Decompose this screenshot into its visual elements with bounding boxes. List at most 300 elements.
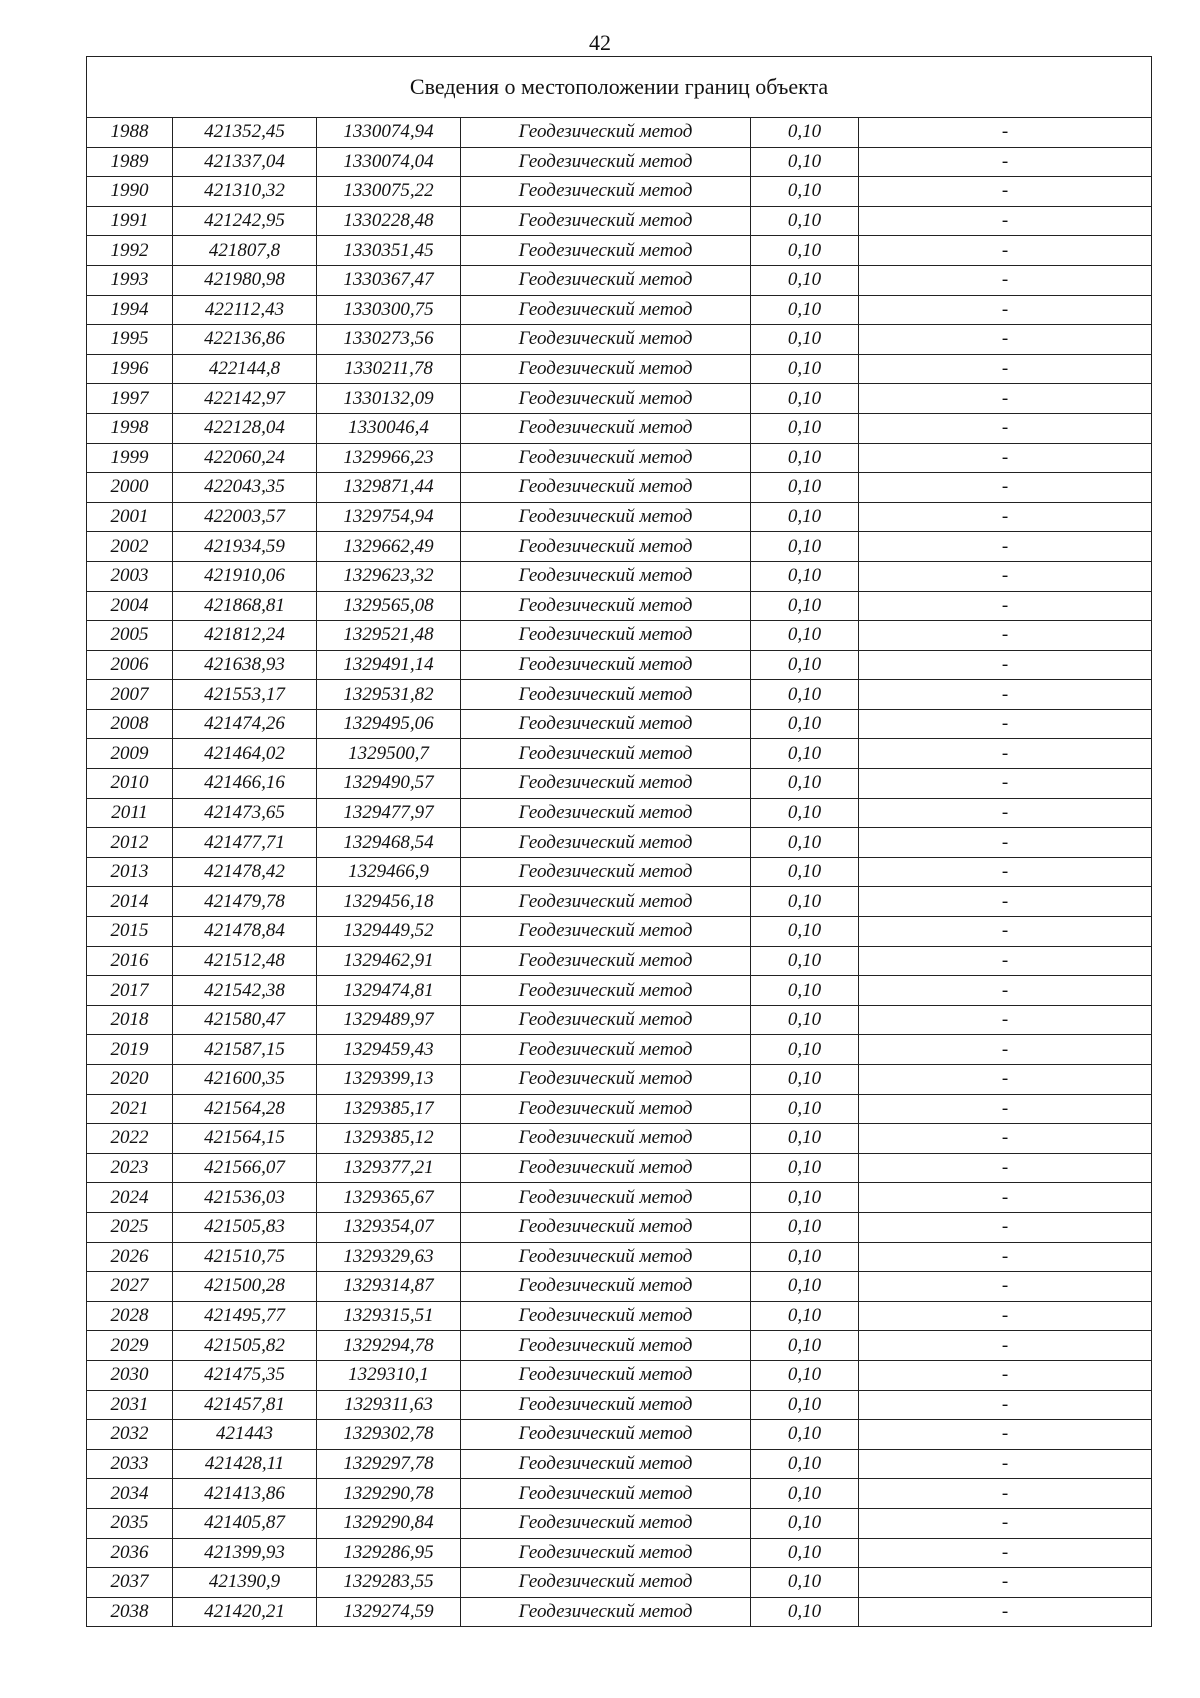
x-coordinate-cell: 421420,21: [173, 1597, 317, 1627]
method-cell: Геодезический метод: [461, 946, 751, 976]
x-coordinate-cell: 421479,78: [173, 887, 317, 917]
table-row: [87, 265, 1152, 295]
accuracy-cell: 0,10: [751, 1420, 859, 1450]
accuracy-cell: 0,10: [751, 502, 859, 532]
x-coordinate-cell: 421600,35: [173, 1065, 317, 1095]
point-number-cell: 2014: [87, 887, 173, 917]
y-coordinate-cell: 1329565,08: [317, 591, 461, 621]
x-coordinate-cell: 421638,93: [173, 650, 317, 680]
table-row: [87, 1242, 1152, 1272]
accuracy-cell: 0,10: [751, 147, 859, 177]
x-coordinate-cell: 421466,16: [173, 769, 317, 799]
accuracy-cell: 0,10: [751, 917, 859, 947]
x-coordinate-cell: 421566,07: [173, 1153, 317, 1183]
point-number-cell: 2018: [87, 1005, 173, 1035]
description-cell: -: [859, 650, 1152, 680]
description-cell: -: [859, 1538, 1152, 1568]
table-row: [87, 709, 1152, 739]
y-coordinate-cell: 1329966,23: [317, 443, 461, 473]
method-cell: Геодезический метод: [461, 147, 751, 177]
table-row: [87, 739, 1152, 769]
point-number-cell: 1996: [87, 354, 173, 384]
point-number-cell: 2005: [87, 621, 173, 651]
table-row: [87, 1183, 1152, 1213]
x-coordinate-cell: 421512,48: [173, 946, 317, 976]
description-cell: -: [859, 384, 1152, 414]
description-cell: -: [859, 561, 1152, 591]
method-cell: Геодезический метод: [461, 443, 751, 473]
description-cell: -: [859, 739, 1152, 769]
y-coordinate-cell: 1329385,12: [317, 1124, 461, 1154]
accuracy-cell: 0,10: [751, 1183, 859, 1213]
method-cell: Геодезический метод: [461, 1272, 751, 1302]
point-number-cell: 1989: [87, 147, 173, 177]
method-cell: Геодезический метод: [461, 1153, 751, 1183]
table-row: [87, 1479, 1152, 1509]
description-cell: -: [859, 473, 1152, 503]
x-coordinate-cell: 421337,04: [173, 147, 317, 177]
y-coordinate-cell: 1329491,14: [317, 650, 461, 680]
description-cell: -: [859, 1094, 1152, 1124]
method-cell: Геодезический метод: [461, 798, 751, 828]
x-coordinate-cell: 421868,81: [173, 591, 317, 621]
accuracy-cell: 0,10: [751, 828, 859, 858]
method-cell: Геодезический метод: [461, 1212, 751, 1242]
method-cell: Геодезический метод: [461, 1035, 751, 1065]
description-cell: -: [859, 147, 1152, 177]
method-cell: Геодезический метод: [461, 591, 751, 621]
accuracy-cell: 0,10: [751, 1153, 859, 1183]
method-cell: Геодезический метод: [461, 709, 751, 739]
method-cell: Геодезический метод: [461, 917, 751, 947]
method-cell: Геодезический метод: [461, 857, 751, 887]
accuracy-cell: 0,10: [751, 1065, 859, 1095]
description-cell: -: [859, 1301, 1152, 1331]
y-coordinate-cell: 1329290,78: [317, 1479, 461, 1509]
point-number-cell: 1998: [87, 413, 173, 443]
point-number-cell: 2011: [87, 798, 173, 828]
accuracy-cell: 0,10: [751, 1005, 859, 1035]
x-coordinate-cell: 421505,82: [173, 1331, 317, 1361]
x-coordinate-cell: 421807,8: [173, 236, 317, 266]
accuracy-cell: 0,10: [751, 739, 859, 769]
method-cell: Геодезический метод: [461, 118, 751, 148]
x-coordinate-cell: 421428,11: [173, 1449, 317, 1479]
description-cell: -: [859, 1183, 1152, 1213]
x-coordinate-cell: 422142,97: [173, 384, 317, 414]
y-coordinate-cell: 1329399,13: [317, 1065, 461, 1095]
description-cell: -: [859, 887, 1152, 917]
method-cell: Геодезический метод: [461, 384, 751, 414]
description-cell: -: [859, 976, 1152, 1006]
table-row: [87, 1124, 1152, 1154]
y-coordinate-cell: 1330300,75: [317, 295, 461, 325]
table-body: [87, 118, 1152, 1627]
y-coordinate-cell: 1329662,49: [317, 532, 461, 562]
table-row: [87, 325, 1152, 355]
point-number-cell: 2022: [87, 1124, 173, 1154]
method-cell: Геодезический метод: [461, 1094, 751, 1124]
table-row: [87, 502, 1152, 532]
point-number-cell: 2008: [87, 709, 173, 739]
accuracy-cell: 0,10: [751, 532, 859, 562]
table-row: [87, 917, 1152, 947]
description-cell: -: [859, 1390, 1152, 1420]
x-coordinate-cell: 421464,02: [173, 739, 317, 769]
method-cell: Геодезический метод: [461, 473, 751, 503]
method-cell: Геодезический метод: [461, 1479, 751, 1509]
description-cell: -: [859, 1065, 1152, 1095]
accuracy-cell: 0,10: [751, 443, 859, 473]
x-coordinate-cell: 421495,77: [173, 1301, 317, 1331]
accuracy-cell: 0,10: [751, 325, 859, 355]
table-row: [87, 591, 1152, 621]
y-coordinate-cell: 1329521,48: [317, 621, 461, 651]
accuracy-cell: 0,10: [751, 118, 859, 148]
x-coordinate-cell: 421553,17: [173, 680, 317, 710]
description-cell: -: [859, 265, 1152, 295]
x-coordinate-cell: 421310,32: [173, 177, 317, 207]
accuracy-cell: 0,10: [751, 621, 859, 651]
method-cell: Геодезический метод: [461, 887, 751, 917]
x-coordinate-cell: 421505,83: [173, 1212, 317, 1242]
x-coordinate-cell: 422128,04: [173, 413, 317, 443]
description-cell: -: [859, 502, 1152, 532]
method-cell: Геодезический метод: [461, 532, 751, 562]
y-coordinate-cell: 1330367,47: [317, 265, 461, 295]
accuracy-cell: 0,10: [751, 561, 859, 591]
accuracy-cell: 0,10: [751, 1597, 859, 1627]
point-number-cell: 2013: [87, 857, 173, 887]
accuracy-cell: 0,10: [751, 236, 859, 266]
point-number-cell: 2030: [87, 1360, 173, 1390]
table-row: [87, 1005, 1152, 1035]
x-coordinate-cell: 421352,45: [173, 118, 317, 148]
description-cell: -: [859, 1272, 1152, 1302]
point-number-cell: 2036: [87, 1538, 173, 1568]
description-cell: -: [859, 1005, 1152, 1035]
point-number-cell: 2006: [87, 650, 173, 680]
description-cell: -: [859, 354, 1152, 384]
x-coordinate-cell: 421542,38: [173, 976, 317, 1006]
description-cell: -: [859, 769, 1152, 799]
point-number-cell: 2024: [87, 1183, 173, 1213]
description-cell: -: [859, 828, 1152, 858]
accuracy-cell: 0,10: [751, 1212, 859, 1242]
accuracy-cell: 0,10: [751, 769, 859, 799]
point-number-cell: 1995: [87, 325, 173, 355]
description-cell: -: [859, 857, 1152, 887]
y-coordinate-cell: 1329490,57: [317, 769, 461, 799]
y-coordinate-cell: 1329754,94: [317, 502, 461, 532]
accuracy-cell: 0,10: [751, 1242, 859, 1272]
y-coordinate-cell: 1330273,56: [317, 325, 461, 355]
accuracy-cell: 0,10: [751, 887, 859, 917]
y-coordinate-cell: 1329302,78: [317, 1420, 461, 1450]
y-coordinate-cell: 1329466,9: [317, 857, 461, 887]
accuracy-cell: 0,10: [751, 857, 859, 887]
method-cell: Геодезический метод: [461, 828, 751, 858]
table-row: [87, 1094, 1152, 1124]
x-coordinate-cell: 421390,9: [173, 1568, 317, 1598]
description-cell: -: [859, 325, 1152, 355]
point-number-cell: 1993: [87, 265, 173, 295]
accuracy-cell: 0,10: [751, 1479, 859, 1509]
table-row: [87, 1153, 1152, 1183]
y-coordinate-cell: 1330228,48: [317, 206, 461, 236]
point-number-cell: 2023: [87, 1153, 173, 1183]
x-coordinate-cell: 421405,87: [173, 1508, 317, 1538]
x-coordinate-cell: 421510,75: [173, 1242, 317, 1272]
description-cell: -: [859, 621, 1152, 651]
x-coordinate-cell: 422003,57: [173, 502, 317, 532]
point-number-cell: 2012: [87, 828, 173, 858]
accuracy-cell: 0,10: [751, 1508, 859, 1538]
description-cell: -: [859, 591, 1152, 621]
description-cell: -: [859, 1508, 1152, 1538]
point-number-cell: 2020: [87, 1065, 173, 1095]
point-number-cell: 2031: [87, 1390, 173, 1420]
x-coordinate-cell: 422136,86: [173, 325, 317, 355]
method-cell: Геодезический метод: [461, 1420, 751, 1450]
point-number-cell: 1988: [87, 118, 173, 148]
method-cell: Геодезический метод: [461, 1005, 751, 1035]
method-cell: Геодезический метод: [461, 295, 751, 325]
table-row: [87, 295, 1152, 325]
point-number-cell: 2004: [87, 591, 173, 621]
table-row: [87, 413, 1152, 443]
y-coordinate-cell: 1329489,97: [317, 1005, 461, 1035]
table-row: [87, 798, 1152, 828]
point-number-cell: 1994: [87, 295, 173, 325]
y-coordinate-cell: 1329274,59: [317, 1597, 461, 1627]
description-cell: -: [859, 118, 1152, 148]
table-row: [87, 1331, 1152, 1361]
table-row: [87, 1449, 1152, 1479]
point-number-cell: 2025: [87, 1212, 173, 1242]
point-number-cell: 2021: [87, 1094, 173, 1124]
y-coordinate-cell: 1329495,06: [317, 709, 461, 739]
x-coordinate-cell: 421536,03: [173, 1183, 317, 1213]
table-row: [87, 1065, 1152, 1095]
table-row: [87, 354, 1152, 384]
table-row: [87, 946, 1152, 976]
y-coordinate-cell: 1329477,97: [317, 798, 461, 828]
description-cell: -: [859, 1449, 1152, 1479]
table-row: [87, 828, 1152, 858]
table-row: [87, 887, 1152, 917]
accuracy-cell: 0,10: [751, 1301, 859, 1331]
table-row: [87, 1568, 1152, 1598]
accuracy-cell: 0,10: [751, 384, 859, 414]
point-number-cell: 2029: [87, 1331, 173, 1361]
description-cell: -: [859, 532, 1152, 562]
method-cell: Геодезический метод: [461, 354, 751, 384]
description-cell: -: [859, 1597, 1152, 1627]
table-row: [87, 1390, 1152, 1420]
table-row: [87, 532, 1152, 562]
point-number-cell: 2002: [87, 532, 173, 562]
method-cell: Геодезический метод: [461, 1390, 751, 1420]
method-cell: Геодезический метод: [461, 206, 751, 236]
y-coordinate-cell: 1329456,18: [317, 887, 461, 917]
point-number-cell: 2010: [87, 769, 173, 799]
accuracy-cell: 0,10: [751, 206, 859, 236]
method-cell: Геодезический метод: [461, 1449, 751, 1479]
method-cell: Геодезический метод: [461, 1124, 751, 1154]
accuracy-cell: 0,10: [751, 354, 859, 384]
point-number-cell: 2001: [87, 502, 173, 532]
y-coordinate-cell: 1329468,54: [317, 828, 461, 858]
point-number-cell: 2027: [87, 1272, 173, 1302]
y-coordinate-cell: 1329354,07: [317, 1212, 461, 1242]
y-coordinate-cell: 1330074,04: [317, 147, 461, 177]
table-row: [87, 1360, 1152, 1390]
point-number-cell: 1992: [87, 236, 173, 266]
table-row: [87, 1272, 1152, 1302]
table-row: [87, 473, 1152, 503]
table-row: [87, 976, 1152, 1006]
x-coordinate-cell: 421564,28: [173, 1094, 317, 1124]
method-cell: Геодезический метод: [461, 650, 751, 680]
x-coordinate-cell: 421457,81: [173, 1390, 317, 1420]
table-row: [87, 680, 1152, 710]
y-coordinate-cell: 1329365,67: [317, 1183, 461, 1213]
point-number-cell: 2015: [87, 917, 173, 947]
method-cell: Геодезический метод: [461, 502, 751, 532]
y-coordinate-cell: 1329500,7: [317, 739, 461, 769]
x-coordinate-cell: 421477,71: [173, 828, 317, 858]
y-coordinate-cell: 1329459,43: [317, 1035, 461, 1065]
y-coordinate-cell: 1330351,45: [317, 236, 461, 266]
accuracy-cell: 0,10: [751, 1094, 859, 1124]
y-coordinate-cell: 1329531,82: [317, 680, 461, 710]
point-number-cell: 2016: [87, 946, 173, 976]
x-coordinate-cell: 421500,28: [173, 1272, 317, 1302]
method-cell: Геодезический метод: [461, 561, 751, 591]
method-cell: Геодезический метод: [461, 1360, 751, 1390]
y-coordinate-cell: 1329311,63: [317, 1390, 461, 1420]
x-coordinate-cell: 421399,93: [173, 1538, 317, 1568]
accuracy-cell: 0,10: [751, 413, 859, 443]
accuracy-cell: 0,10: [751, 1360, 859, 1390]
point-number-cell: 2038: [87, 1597, 173, 1627]
table-row: [87, 1538, 1152, 1568]
method-cell: Геодезический метод: [461, 413, 751, 443]
y-coordinate-cell: 1329871,44: [317, 473, 461, 503]
method-cell: Геодезический метод: [461, 621, 751, 651]
x-coordinate-cell: 421474,26: [173, 709, 317, 739]
table-row: [87, 147, 1152, 177]
accuracy-cell: 0,10: [751, 177, 859, 207]
description-cell: -: [859, 1124, 1152, 1154]
y-coordinate-cell: 1329474,81: [317, 976, 461, 1006]
table-row: [87, 1420, 1152, 1450]
x-coordinate-cell: 421934,59: [173, 532, 317, 562]
boundary-coordinates-table: [86, 56, 1152, 1627]
table-row: [87, 857, 1152, 887]
x-coordinate-cell: 422060,24: [173, 443, 317, 473]
accuracy-cell: 0,10: [751, 1331, 859, 1361]
y-coordinate-cell: 1330074,94: [317, 118, 461, 148]
x-coordinate-cell: 422112,43: [173, 295, 317, 325]
description-cell: -: [859, 946, 1152, 976]
point-number-cell: 2035: [87, 1508, 173, 1538]
x-coordinate-cell: 422144,8: [173, 354, 317, 384]
table-row: [87, 1597, 1152, 1627]
accuracy-cell: 0,10: [751, 1538, 859, 1568]
description-cell: -: [859, 709, 1152, 739]
table-row: [87, 1212, 1152, 1242]
x-coordinate-cell: 422043,35: [173, 473, 317, 503]
table-row: [87, 118, 1152, 148]
description-cell: -: [859, 1035, 1152, 1065]
point-number-cell: 2026: [87, 1242, 173, 1272]
method-cell: Геодезический метод: [461, 1538, 751, 1568]
description-cell: -: [859, 1331, 1152, 1361]
method-cell: Геодезический метод: [461, 739, 751, 769]
description-cell: -: [859, 1153, 1152, 1183]
accuracy-cell: 0,10: [751, 798, 859, 828]
accuracy-cell: 0,10: [751, 709, 859, 739]
x-coordinate-cell: 421478,84: [173, 917, 317, 947]
x-coordinate-cell: 421478,42: [173, 857, 317, 887]
accuracy-cell: 0,10: [751, 1035, 859, 1065]
description-cell: -: [859, 443, 1152, 473]
x-coordinate-cell: 421812,24: [173, 621, 317, 651]
y-coordinate-cell: 1329329,63: [317, 1242, 461, 1272]
y-coordinate-cell: 1329385,17: [317, 1094, 461, 1124]
description-cell: -: [859, 295, 1152, 325]
table-row: [87, 769, 1152, 799]
x-coordinate-cell: 421413,86: [173, 1479, 317, 1509]
description-cell: -: [859, 413, 1152, 443]
table-row: [87, 1035, 1152, 1065]
method-cell: Геодезический метод: [461, 769, 751, 799]
y-coordinate-cell: 1329377,21: [317, 1153, 461, 1183]
accuracy-cell: 0,10: [751, 591, 859, 621]
x-coordinate-cell: 421910,06: [173, 561, 317, 591]
description-cell: -: [859, 177, 1152, 207]
method-cell: Геодезический метод: [461, 177, 751, 207]
table-row: [87, 561, 1152, 591]
y-coordinate-cell: 1329290,84: [317, 1508, 461, 1538]
method-cell: Геодезический метод: [461, 1568, 751, 1598]
description-cell: -: [859, 1420, 1152, 1450]
accuracy-cell: 0,10: [751, 680, 859, 710]
y-coordinate-cell: 1329286,95: [317, 1538, 461, 1568]
y-coordinate-cell: 1329283,55: [317, 1568, 461, 1598]
accuracy-cell: 0,10: [751, 265, 859, 295]
description-cell: -: [859, 1212, 1152, 1242]
y-coordinate-cell: 1329623,32: [317, 561, 461, 591]
table-row: [87, 206, 1152, 236]
method-cell: Геодезический метод: [461, 265, 751, 295]
description-cell: -: [859, 206, 1152, 236]
x-coordinate-cell: 421443: [173, 1420, 317, 1450]
table-row: [87, 384, 1152, 414]
x-coordinate-cell: 421980,98: [173, 265, 317, 295]
y-coordinate-cell: 1330211,78: [317, 354, 461, 384]
description-cell: -: [859, 236, 1152, 266]
point-number-cell: 2007: [87, 680, 173, 710]
method-cell: Геодезический метод: [461, 1597, 751, 1627]
point-number-cell: 1999: [87, 443, 173, 473]
point-number-cell: 2017: [87, 976, 173, 1006]
method-cell: Геодезический метод: [461, 976, 751, 1006]
table-title: Сведения о местоположении границ объекта: [87, 57, 1152, 118]
y-coordinate-cell: 1329315,51: [317, 1301, 461, 1331]
